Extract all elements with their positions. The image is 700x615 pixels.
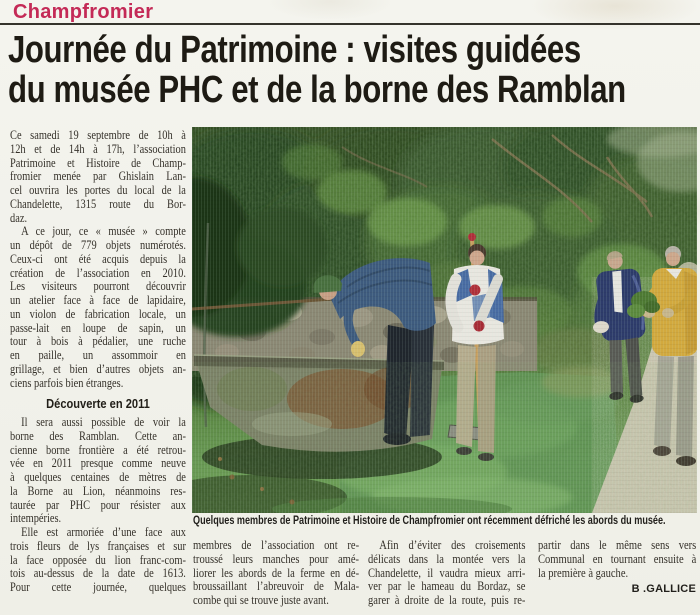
paragraph: partir dans le même sens vers Communal en tournant ensuite à la première à gauche. [538, 538, 697, 580]
paragraph: membres de l’association ont re- troussé leurs manches pour amé- liorer les abords de la ferme en dé- broussaillant l’abreuvoir de Mala- combe qui se trouve juste avant. [193, 538, 360, 607]
article-photo [192, 127, 697, 513]
headline-line1: Journée du Patrimoine : visites guidées [8, 29, 581, 71]
paragraph: A ce jour, ce « musée » compte un dépôt de 779 objets numérotés. Ceux-ci ont été acquis depuis la création de l’association en 2010. Les visiteurs pourront découvrir un atelier face à face de lapidaire, un violon de fabrication locale, un passe-lait en loupe de sapin, un tour à bois à pédalier, une ruche en paille, un assommoir en grillage, et bien d’autres objets an- ciens parfois bien étranges. [10, 224, 186, 390]
headline-line2: du musée PHC et de la borne des Ramblan [8, 69, 626, 111]
paragraph: Il sera aussi possible de voir la borne des Ramblan. Cette an- cienne borne frontière a été retrou- vée en 2011 presque comme neuve à quelques centaines de mètres de la Borne au Lion, néanmoins res- taurée par PHC pour résister aux intempéries. [10, 415, 186, 526]
section-subheading: Découverte en 2011 [46, 396, 150, 412]
kicker: Champfromier [13, 1, 154, 23]
paragraph: Afin d’éviter des croisements délicats dans la montée vers la Chandelette, il vaudra mieux arri- ver par le hameau du Bordaz, se garer à droite de la route, puis re- [368, 538, 526, 607]
bottom-column-3 [538, 539, 696, 580]
paragraph: Ce samedi 19 septembre de 10h à 12h et de 14h à 17h, l’association Patrimoine et Histoire de Champ- fromier menée par Ghislain Lan- cel ouvrira les portes du local de la Chandelette, 1315 route du Bor- daz. [10, 128, 186, 225]
photo-caption: Quelques membres de Patrimoine et Histoire de Champfromier ont récemment défriché les abords du musée. [193, 515, 666, 527]
left-column [10, 129, 186, 595]
paragraph: Elle est armoriée d’une face aux trois fleurs de lys françaises et sur la face opposée du lion franc-com- tois au-dessus de la date de 1613. Pour cette journée, quelques [10, 525, 186, 594]
headline [8, 30, 700, 110]
kicker-rule [0, 23, 700, 25]
bottom-column-2 [368, 539, 525, 608]
bottom-column-1 [193, 539, 359, 608]
author-credit: B .GALLICE [631, 583, 696, 595]
